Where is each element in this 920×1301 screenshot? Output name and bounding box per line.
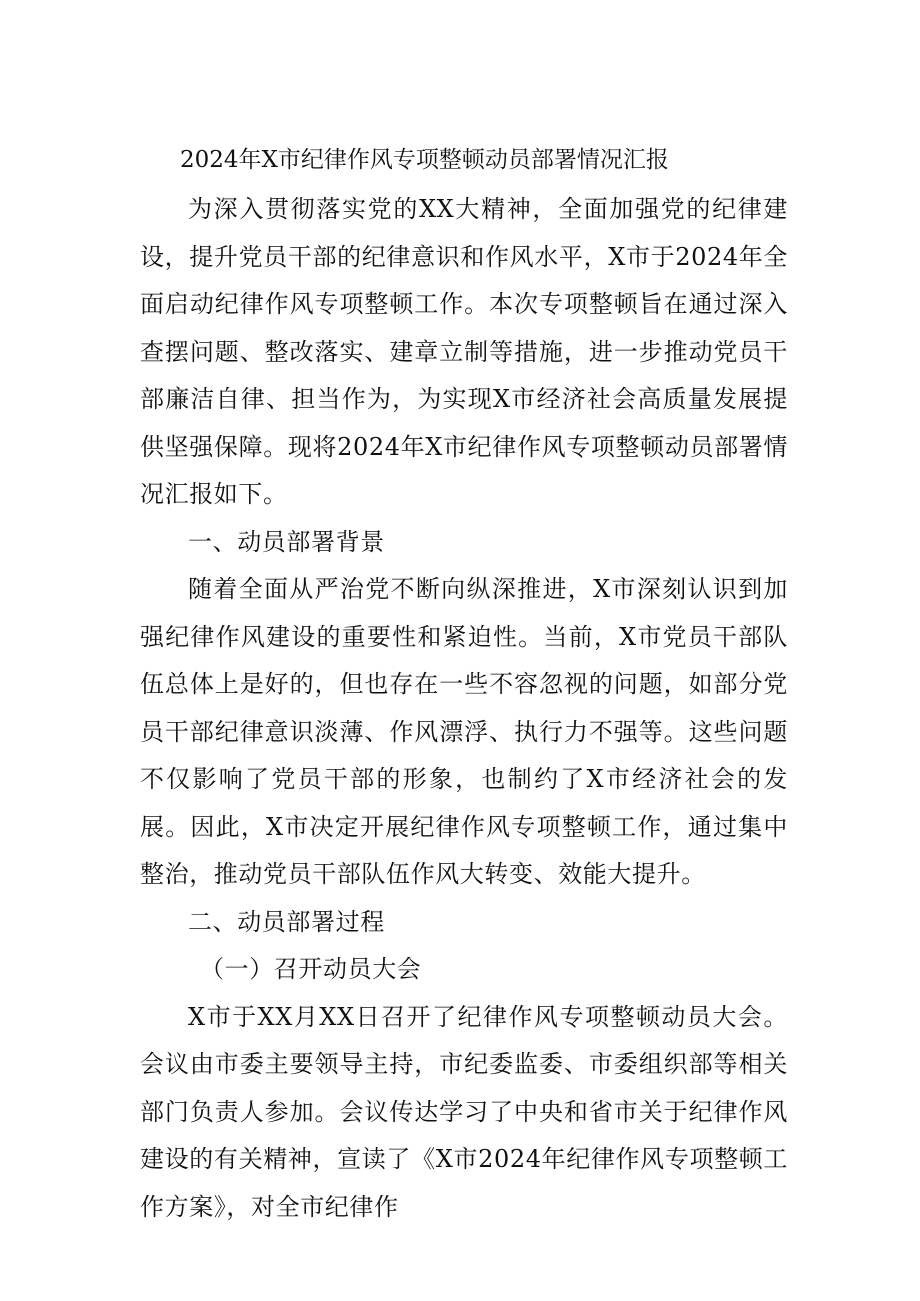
intro-paragraph: 为深入贯彻落实党的XX大精神，全面加强党的纪律建设，提升党员干部的纪律意识和作风水平，X市于2024年全面启动纪律作风专项整顿工作。本次专项整顿旨在通过深入查摆问题、整改落实、建章立制等措施，进一步推动党员干部廉洁自律、担当作为，为实现X市经济社会高质量发展提供坚强保障。现将2024年X市纪律作风专项整顿动员部署情况汇报如下。 <box>140 195 788 508</box>
document-body <box>140 186 788 1231</box>
section-heading-process: 二、动员部署过程 <box>188 907 385 936</box>
document-title: 2024年X市纪律作风专项整顿动员部署情况汇报 <box>180 147 669 173</box>
section-heading-background: 一、动员部署背景 <box>188 527 385 556</box>
meeting-paragraph: X市于XX月XX日召开了纪律作风专项整顿动员大会。会议由市委主要领导主持，市纪委监委、市委组织部等相关部门负责人参加。会议传达学习了中央和省市关于纪律作风建设的有关精神，宣读了《X市2024年纪律作风专项整顿工作方案》，对全市纪律作 <box>140 1002 788 1221</box>
subsection-heading-meeting: （一）召开动员大会 <box>200 955 422 983</box>
background-paragraph: 随着全面从严治党不断向纵深推进，X市深刻认识到加强纪律作风建设的重要性和紧迫性。当前，X市党员干部队伍总体上是好的，但也存在一些不容忽视的问题，如部分党员干部纪律意识淡薄、作风漂浮、执行力不强等。这些问题不仅影响了党员干部的形象，也制约了X市经济社会的发展。因此，X市决定开展纪律作风专项整顿工作，通过集中整治，推动党员干部队伍作风大转变、效能大提升。 <box>140 575 788 888</box>
